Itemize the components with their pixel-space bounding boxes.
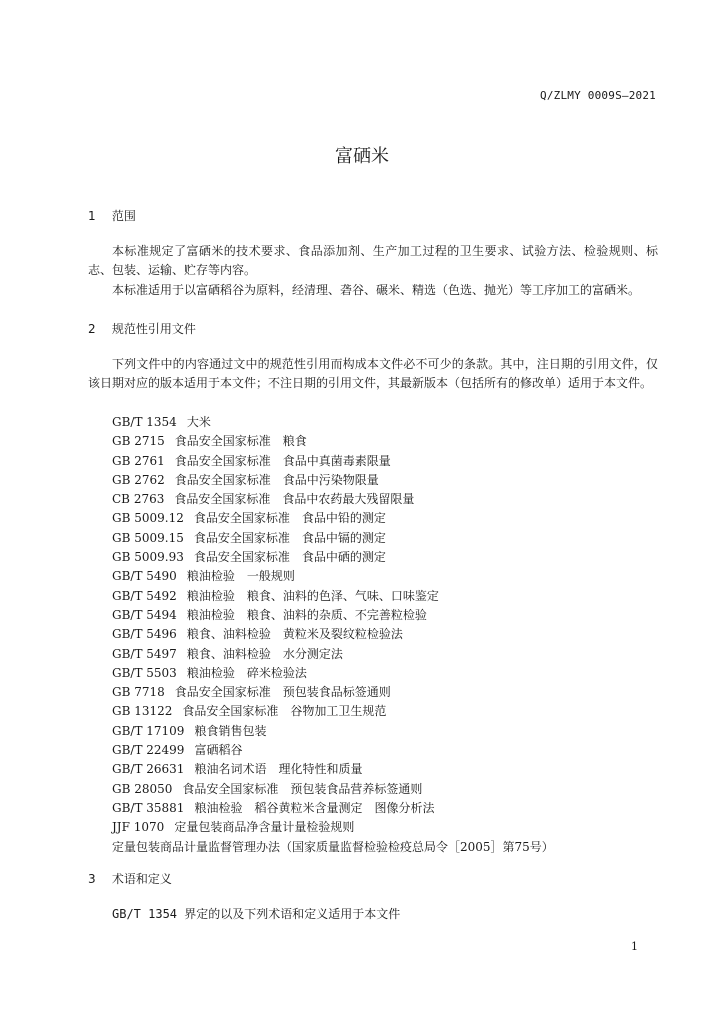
reference-title-part: 食品安全国家标准 [174,492,271,507]
reference-item [112,683,566,702]
reference-code: GB/T 22499 [112,743,185,758]
reference-code: GB/T 5490 [112,569,177,584]
section-3-heading [88,870,172,887]
reference-title-part: 粮油检验 [186,569,235,584]
reference-title-part: 食品安全国家标准 [174,685,271,700]
section-1-heading [88,207,136,224]
reference-code: GB/T 26631 [112,762,185,777]
reference-title-part: 食品中铅的测定 [301,511,386,526]
reference-title-part: 粮食、油料的杂质、不完善粒检验 [246,607,427,622]
scope-paragraph-1: 本标准规定了富硒米的技术要求、食品添加剂、生产加工过程的卫生要求、试验方法、检验规则、标志、包装、运输、贮存等内容。 [88,244,658,277]
reference-title-part: 食品中真菌毒素限量 [282,453,391,468]
reference-title-part: 食品中硒的测定 [301,550,386,565]
reference-title-part: 碎米检验法 [246,665,307,680]
reference-title-part: 食品安全国家标准 [174,472,271,487]
reference-code: GB 2715 [112,434,165,449]
reference-title-part: 谷物加工卫生规范 [290,704,387,719]
reference-item [112,567,566,586]
reference-item [112,818,566,837]
reference-item [112,741,566,760]
reference-item [112,722,566,741]
section-number: 2 [88,322,96,336]
reference-code: GB/T 1354 [112,415,177,429]
scope-paragraph-2: 本标准适用于以富硒稻谷为原料，经清理、砻谷、碾米、精选（色选、抛光）等工序加工的富硒米。 [112,283,641,297]
reference-title-part: 食品安全国家标准 [174,434,271,449]
reference-item [112,587,566,606]
reference-item [112,702,566,721]
reference-title-part: 定量包装商品净含量计量检验规则 [174,820,355,835]
terms-intro: GB/T 1354 界定的以及下列术语和定义适用于本文件 [112,907,401,921]
reference-code: CB 2763 [112,492,165,507]
section-2-heading [88,320,196,337]
reference-code: JJF 1070 [112,820,165,835]
reference-code: GB/T 5497 [112,646,177,661]
reference-code: GB 2761 [112,453,165,468]
reference-item [112,760,566,779]
reference-code: GB 7718 [112,685,165,700]
reference-item [112,413,566,432]
reference-item [112,452,566,471]
reference-item [112,625,566,644]
reference-title-part: 预包装食品标签通则 [282,685,391,700]
reference-code: GB/T 17109 [112,723,185,738]
reference-code: GB/T 5503 [112,665,177,680]
reference-item [112,606,566,625]
reference-title-part: 粮食销售包装 [194,723,267,738]
reference-item [112,664,566,683]
section-title: 术语和定义 [111,872,172,886]
reference-item [112,548,566,567]
reference-title-part: 粮食、油料检验 [186,646,271,661]
reference-item [112,799,566,818]
reference-title-part: 食品中污染物限量 [282,472,379,487]
reference-title-part: 食品中镉的测定 [301,530,386,545]
references-intro: 下列文件中的内容通过文中的规范性引用而构成本文件必不可少的条款。其中，注日期的引用文件，仅该日期对应的版本适用于本文件；不注日期的引用文件，其最新版本（包括所有的修改单）适用于本文件。 [88,357,658,390]
section-number: 3 [88,872,96,886]
reference-code: GB 2762 [112,472,165,487]
reference-code: GB/T 5496 [112,627,177,642]
reference-code: GB/T 5494 [112,607,177,622]
reference-item [112,509,566,528]
reference-item [112,471,566,490]
reference-title-part: 食品安全国家标准 [193,511,290,526]
reference-title-part: 粮油检验 [186,665,235,680]
reference-item [112,780,566,799]
reference-title-part: 粮食、油料检验 [186,627,271,642]
reference-code: GB 5009.93 [112,550,184,565]
reference-title-part: 富硒稻谷 [194,743,243,758]
document-code: Q/ZLMY 0009S—2021 [540,89,656,102]
page-number: 1 [631,940,638,953]
reference-code: GB/T 35881 [112,800,185,815]
reference-item [112,838,566,857]
reference-item [112,529,566,548]
reference-title-part: 粮油检验 [186,588,235,603]
reference-title-part: 黄粒米及裂纹粒检验法 [282,627,403,642]
reference-title-part: 预包装食品营养标签通则 [290,781,423,796]
section-title: 规范性引用文件 [111,322,196,336]
reference-title-part: 食品中农药最大残留限量 [282,492,415,507]
reference-title-part: 粮油名词术语 [194,762,267,777]
reference-title-part: 水分测定法 [282,646,343,661]
document-title: 富硒米 [335,146,389,167]
reference-title-part: 粮食、油料的色泽、气味、口味鉴定 [246,588,439,603]
reference-code: GB/T 5492 [112,588,177,603]
reference-title-part: 稻谷黄粒米含量测定 [254,800,363,815]
reference-code: GB 5009.12 [112,511,184,526]
reference-title-part: 粮食 [282,434,307,449]
reference-title-part: 图像分析法 [374,800,435,815]
reference-item [112,645,566,664]
reference-title-part: 食品安全国家标准 [174,453,271,468]
reference-title-part: 定量包装商品计量监督管理办法（国家质量监督检验检疫总局令［2005］第75号） [112,839,554,854]
section-title: 范围 [111,209,136,223]
reference-title-part: 粮油检验 [186,607,235,622]
reference-title-part: 食品安全国家标准 [182,781,279,796]
reference-code: GB 5009.15 [112,530,184,545]
reference-item [112,490,566,509]
reference-title-part: 理化特性和质量 [278,762,363,777]
section-number: 1 [88,209,96,223]
reference-title-part: 食品安全国家标准 [193,550,290,565]
reference-title-part: 食品安全国家标准 [182,704,279,719]
reference-title-part: 一般规则 [246,569,295,584]
reference-list [112,413,566,857]
reference-code: GB 13122 [112,704,173,719]
reference-title-part: 食品安全国家标准 [193,530,290,545]
reference-code: GB 28050 [112,781,173,796]
reference-title-part: 大米 [186,415,211,429]
reference-item [112,432,566,451]
reference-title-part: 粮油检验 [194,800,243,815]
